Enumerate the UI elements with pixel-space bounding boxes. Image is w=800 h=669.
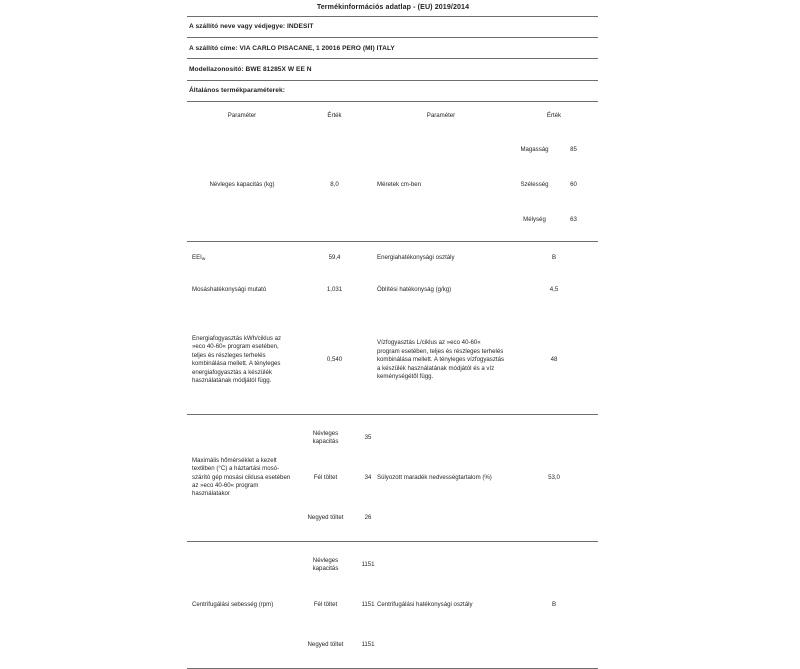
energy-consumption-param: Energiafogyasztás kWh/ciklus az »eco 40-60« program esetében, teljes és részleges terhelés kombinálása mellett. A tényleges energiafogyasztás a készülék használatának módjától függ. xyxy=(192,335,282,385)
header-param-right: Paraméter xyxy=(426,111,456,119)
model-identifier-line: Modellazonosító: BWE 81285X W EE N xyxy=(189,65,312,73)
spin-label-quarter: Negyed töltet xyxy=(307,640,344,648)
table-row-consumption xyxy=(187,307,598,415)
temperature-value-half: 34 xyxy=(364,473,372,481)
spin-label-half: Fél töltet xyxy=(313,600,338,608)
energy-class-value: B xyxy=(510,241,598,274)
rinsing-efficiency-value: 4,5 xyxy=(549,286,559,294)
dimension-row-depth xyxy=(515,203,593,238)
table-row-temperature xyxy=(187,414,598,541)
residual-moisture-param: Súlyozott maradék nedvességtartalom (%) xyxy=(372,414,510,541)
temperature-subtable-cell xyxy=(297,414,372,541)
energy-consumption-value: 0,540 xyxy=(326,356,343,364)
energy-class-param: Energiahatékonysági osztály xyxy=(372,241,510,274)
spin-value-half: 1151 xyxy=(361,600,375,608)
dimensions-param: Méretek cm-ben xyxy=(377,181,422,189)
dimension-row-height xyxy=(515,133,593,168)
eei-value: 59,4 xyxy=(297,241,372,274)
dimension-value-height: 85 xyxy=(570,146,577,154)
dimension-row-width xyxy=(515,168,593,203)
spin-subtable-cell xyxy=(297,541,375,668)
dimension-value-depth: 63 xyxy=(570,216,577,224)
document-title: Termékinformációs adatlap - (EU) 2019/2014 xyxy=(316,3,470,11)
washing-index-param: Mosáshatékonysági mutató xyxy=(192,286,267,294)
table-row-washing-index xyxy=(187,274,598,307)
header-value-left: Érték xyxy=(327,111,342,119)
header-value-right: Érték xyxy=(546,111,562,119)
general-parameters-heading: Általános termékparaméterek: xyxy=(189,87,285,95)
dimension-label-depth: Mélység xyxy=(523,216,546,224)
dimension-label-height: Magasság xyxy=(520,146,549,154)
spin-class-value: B xyxy=(510,541,598,668)
spin-value-quarter: 1151 xyxy=(361,640,375,648)
dimension-value-width: 60 xyxy=(570,181,577,189)
rinsing-efficiency-param: Öblítési hatékonyság (g/kg) xyxy=(377,286,452,294)
eei-label-subscript: w xyxy=(201,256,206,262)
table-row-capacity xyxy=(187,130,598,242)
header-param-left: Paraméter xyxy=(227,111,257,119)
fiche-sheet xyxy=(187,0,599,669)
eei-label-prefix: EEI xyxy=(192,253,202,261)
supplier-name-line: A szállító neve vagy védjegye: INDESIT xyxy=(189,23,314,31)
spin-label-full: Névleges kapacitás xyxy=(312,556,339,572)
spin-value-full: 1151 xyxy=(361,560,375,568)
supplier-address-line: A szállító címe: VIA CARLO PISACANE, 1 20016 PERO (MI) ITALY xyxy=(189,44,395,52)
capacity-value: 8,0 xyxy=(330,181,339,189)
general-parameters-table xyxy=(187,102,598,669)
table-row-eei xyxy=(187,241,598,274)
water-consumption-value: 48 xyxy=(550,356,558,364)
temperature-label-half: Fél töltet xyxy=(313,473,338,481)
washing-index-value: 1,031 xyxy=(326,286,343,294)
dimension-label-width: Szélesség xyxy=(520,181,549,189)
water-consumption-param: Vízfogyasztás L/ciklus az »eco 40-60« program esetében, teljes és részleges terhelés kombinálása mellett. A tényleges vízfogyasztás a készülék használatának módjától és a víz keménységétől függ. xyxy=(377,339,505,380)
temperature-value-full: 35 xyxy=(364,433,372,441)
dimensions-subtable xyxy=(515,133,593,238)
eei-param xyxy=(187,241,297,274)
residual-moisture-value: 53,0 xyxy=(510,414,598,541)
capacity-param: Névleges kapacitás (kg) xyxy=(209,181,275,189)
temperature-label-quarter: Negyed töltet xyxy=(307,513,344,521)
spin-subtable xyxy=(302,545,387,665)
dimensions-subtable-cell xyxy=(510,130,598,242)
table-row-spin-speed xyxy=(187,541,598,668)
temperature-label-full: Névleges kapacitás xyxy=(312,429,339,445)
max-temperature-param: Maximális hőmérséklet a kezelt textilben (°C) a háztartási mosó-szárító gép mosási ciklusa esetében az »eco 40-60« program használatakor xyxy=(187,414,297,541)
table-header-row xyxy=(187,102,598,130)
spin-class-param: Centrifugálási hatékonysági osztály xyxy=(372,541,510,668)
temperature-value-quarter: 26 xyxy=(364,513,372,521)
spin-speed-param: Centrifugálási sebesség (rpm) xyxy=(187,541,297,668)
